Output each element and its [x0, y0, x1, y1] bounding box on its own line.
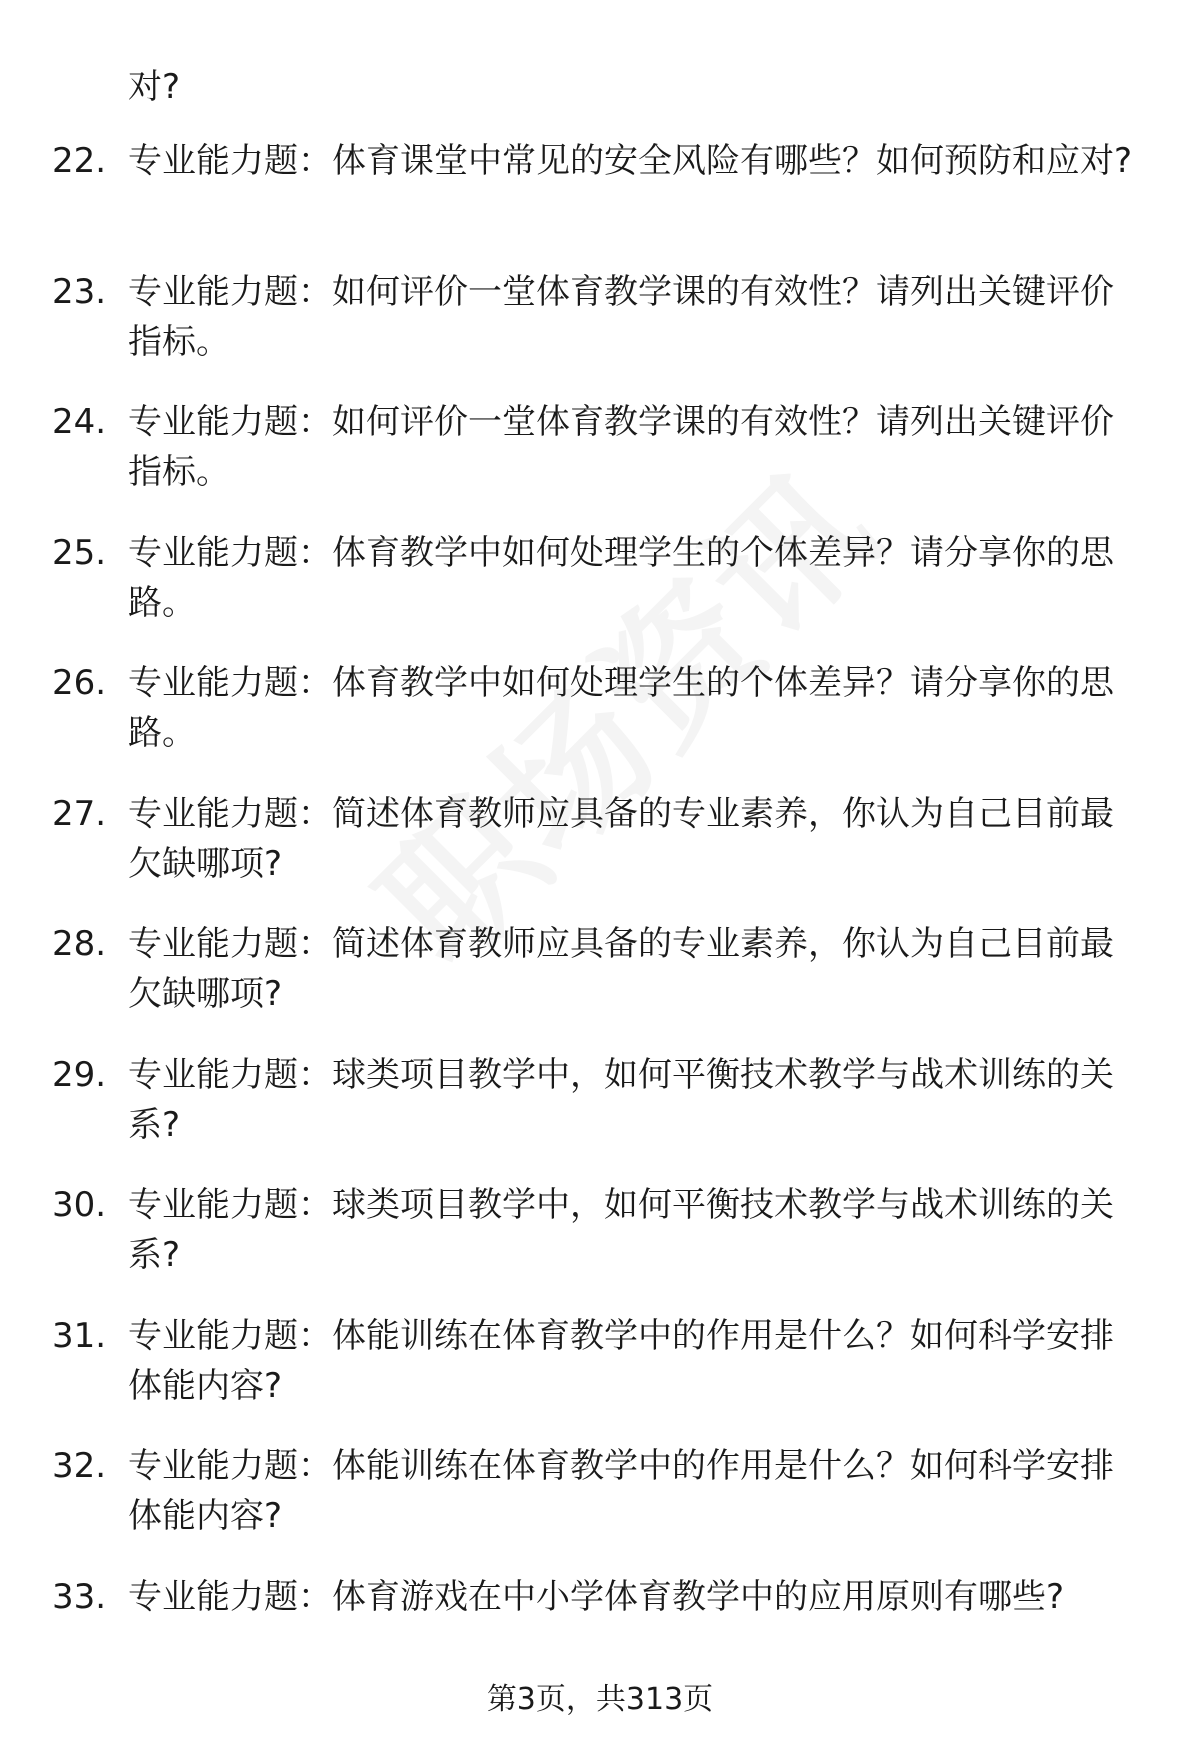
question-number: 30. — [52, 1185, 107, 1225]
question-number: 25. — [52, 532, 107, 573]
question-list — [0, 136, 1200, 1702]
question-item — [0, 528, 1200, 659]
question-text: 专业能力题：球类项目教学中，如何平衡技术教学与战术训练的关系? — [128, 1054, 1114, 1145]
question-item — [0, 267, 1200, 398]
question-number: 33. — [52, 1576, 107, 1617]
question-item — [0, 1180, 1200, 1311]
question-number: 26. — [52, 663, 107, 703]
question-item — [0, 397, 1200, 528]
question-text: 专业能力题：体育游戏在中小学体育教学中的应用原则有哪些? — [128, 1576, 1065, 1617]
question-item — [0, 789, 1200, 920]
question-number: 24. — [52, 402, 107, 442]
question-item — [0, 1441, 1200, 1572]
question-item — [0, 919, 1200, 1050]
question-text: 专业能力题：体育教学中如何处理学生的个体差异？请分享你的思路。 — [128, 663, 1114, 753]
question-item — [0, 658, 1200, 789]
question-text: 专业能力题：简述体育教师应具备的专业素养，你认为自己目前最欠缺哪项? — [128, 924, 1114, 1014]
question-item — [0, 1311, 1200, 1442]
question-text: 专业能力题：体育教学中如何处理学生的个体差异？请分享你的思路。 — [128, 532, 1114, 623]
question-item — [0, 136, 1200, 267]
question-number: 28. — [52, 924, 107, 964]
question-number: 23. — [52, 271, 107, 312]
question-number: 31. — [52, 1315, 107, 1356]
question-number: 32. — [52, 1446, 107, 1486]
question-text: 专业能力题：简述体育教师应具备的专业素养，你认为自己目前最欠缺哪项? — [128, 793, 1114, 884]
question-text: 专业能力题：体能训练在体育教学中的作用是什么？如何科学安排体能内容? — [128, 1315, 1114, 1406]
page-footer: 第3页，共313页 — [486, 1682, 714, 1717]
question-text: 专业能力题：体能训练在体育教学中的作用是什么？如何科学安排体能内容? — [128, 1446, 1114, 1536]
question-number: 29. — [52, 1054, 107, 1095]
question-text: 专业能力题：如何评价一堂体育教学课的有效性？请列出关键评价指标。 — [128, 271, 1114, 362]
question-number: 22. — [52, 141, 107, 181]
question-item — [0, 1050, 1200, 1181]
question-text: 专业能力题：如何评价一堂体育教学课的有效性？请列出关键评价指标。 — [128, 402, 1114, 492]
question-text: 专业能力题：体育课堂中常见的安全风险有哪些？如何预防和应对? — [128, 141, 1133, 181]
continued-question-text: 对? — [128, 67, 181, 107]
question-number: 27. — [52, 793, 107, 834]
question-text: 专业能力题：球类项目教学中，如何平衡技术教学与战术训练的关系? — [128, 1185, 1114, 1275]
